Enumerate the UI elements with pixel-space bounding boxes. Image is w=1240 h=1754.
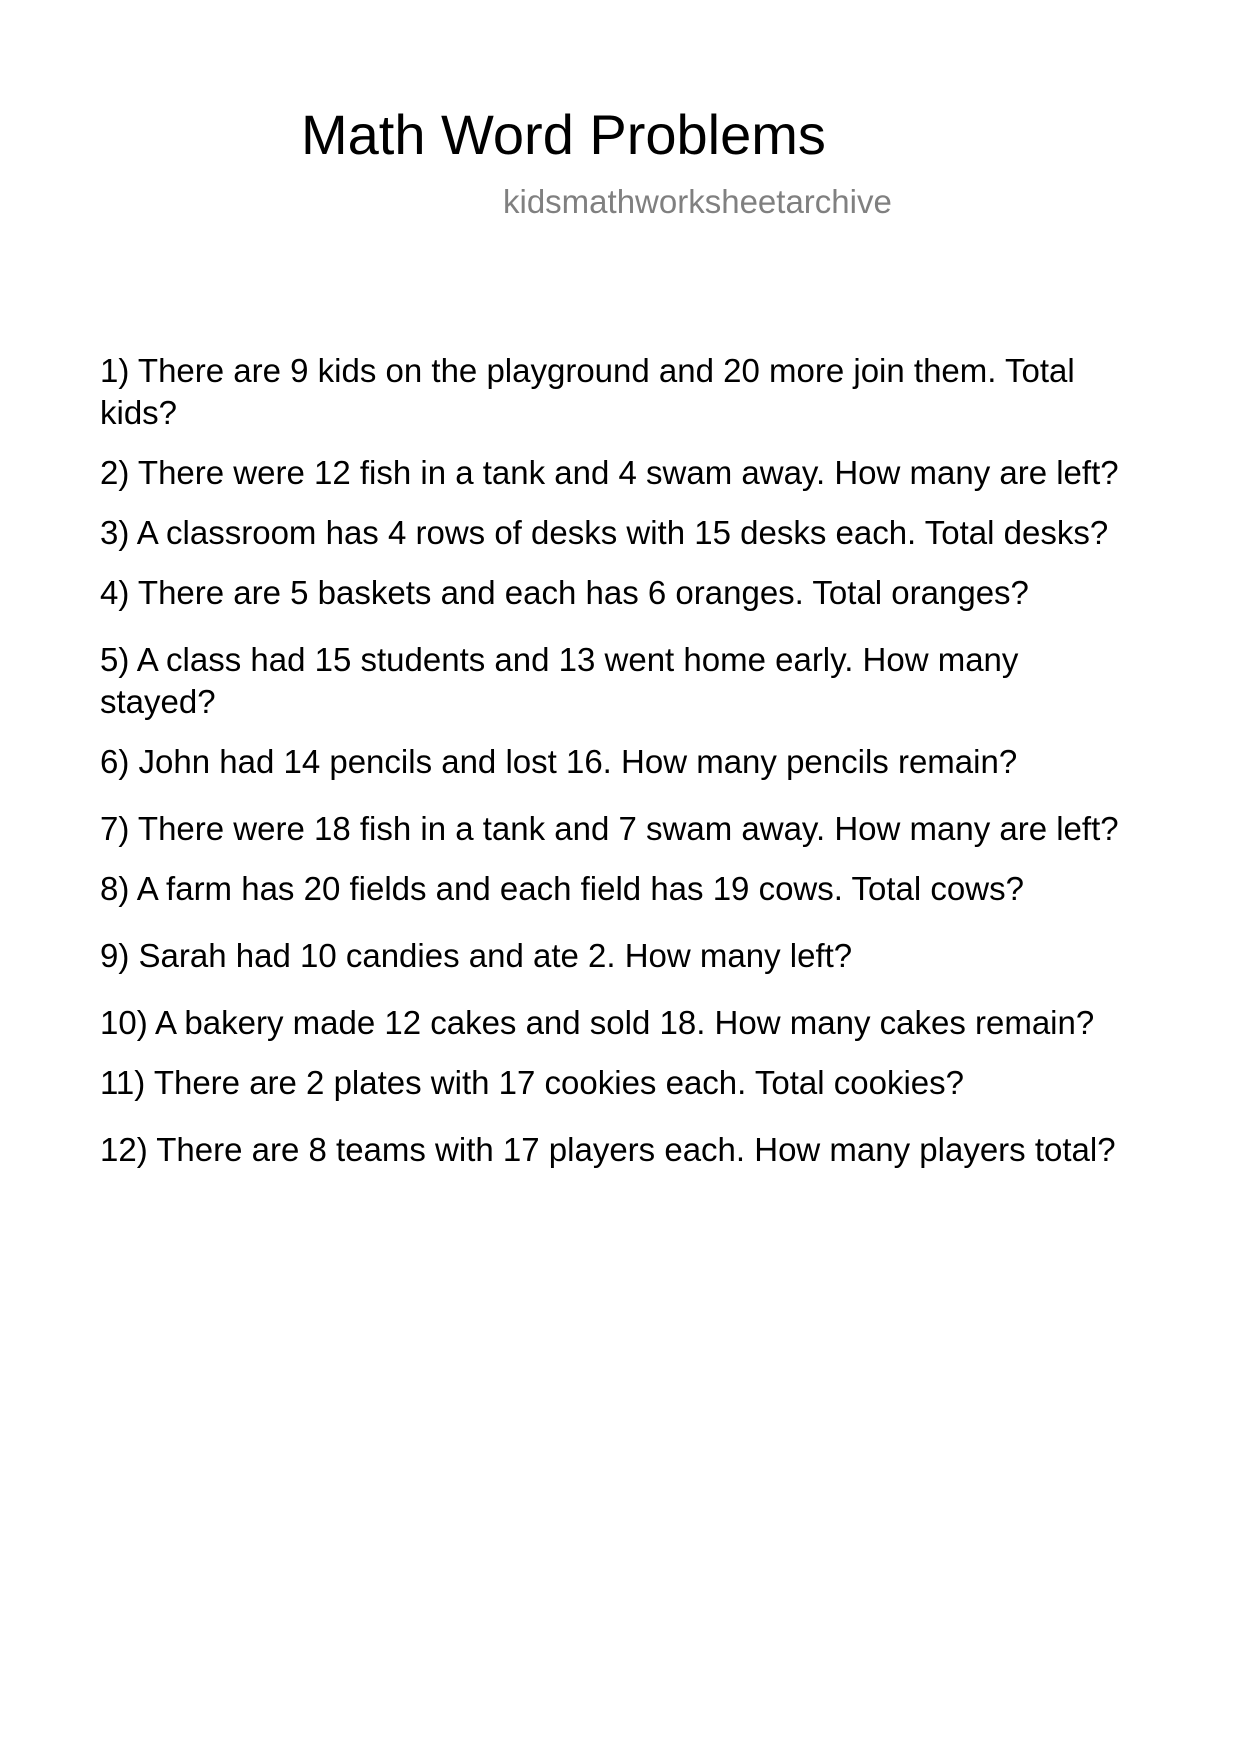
problem-list	[100, 350, 1140, 1189]
problem-item: 5) A class had 15 students and 13 went home early. How many stayed?	[100, 641, 1019, 720]
problem-item: 3) A classroom has 4 rows of desks with 15 desks each. Total desks?	[100, 514, 1109, 551]
problem-item: 11) There are 2 plates with 17 cookies each. Total cookies?	[100, 1064, 965, 1101]
problem-item: 6) John had 14 pencils and lost 16. How many pencils remain?	[100, 743, 1018, 780]
problem-item: 10) A bakery made 12 cakes and sold 18. How many cakes remain?	[100, 1004, 1095, 1041]
page-title: Math Word Problems	[301, 103, 826, 166]
problem-item: 2) There were 12 fish in a tank and 4 swam away. How many are left?	[100, 454, 1119, 491]
problem-item: 12) There are 8 teams with 17 players each. How many players total?	[100, 1131, 1116, 1168]
problem-item: 7) There were 18 fish in a tank and 7 swam away. How many are left?	[100, 810, 1119, 847]
problem-item: 9) Sarah had 10 candies and ate 2. How many left?	[100, 937, 853, 974]
page-subtitle: kidsmathworksheetarchive	[503, 183, 892, 220]
problem-item: 1) There are 9 kids on the playground and 20 more join them. Total kids?	[100, 352, 1075, 431]
problem-item: 8) A farm has 20 fields and each field has 19 cows. Total cows?	[100, 870, 1024, 907]
problem-item: 4) There are 5 baskets and each has 6 oranges. Total oranges?	[100, 574, 1029, 611]
